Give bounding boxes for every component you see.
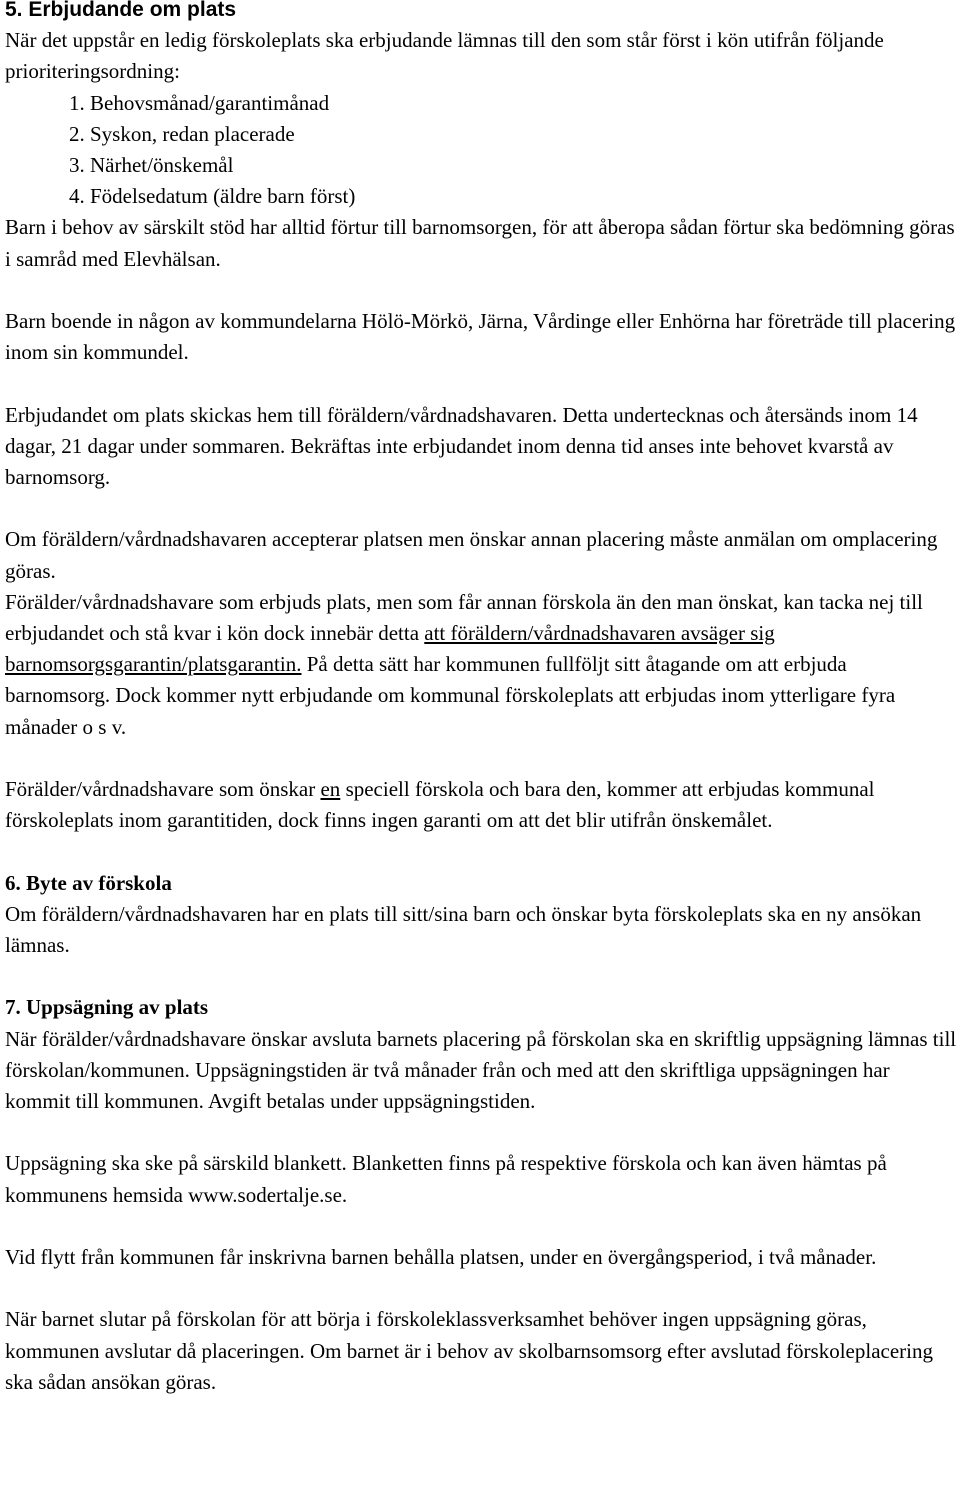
section-6-heading: 6. Byte av förskola: [5, 870, 172, 895]
change-school-paragraph: Om föräldern/vårdnadshavaren har en plats till sitt/sina barn och önskar byta förskoleplats ska en ny ansökan lämnas.: [5, 901, 922, 958]
decline-text-continued: På detta sätt har kommunen fullföljt sitt åtagande om att erbjuda barnomsorg. Dock kommer nytt erbjudande om kommunal förskoleplats att erbjudas inom ytterligare fyra månader o s v.: [5, 652, 896, 739]
priority-item: 1. Behovsmånad/garantimånad: [69, 90, 330, 115]
special-support-paragraph: Barn i behov av särskilt stöd har alltid förtur till barnomsorgen, för att åberopa sådan förtur ska bedömning göras i samråd med Elevhälsan.: [5, 215, 955, 271]
relocation-paragraph: Om föräldern/vårdnadshavaren accepterar platsen men önskar annan placering måste anmälan om omplacering göras.: [5, 527, 938, 583]
section-7-heading: 7. Uppsägning av plats: [5, 995, 209, 1020]
priority-item: 2. Syskon, redan placerade: [69, 121, 295, 146]
priority-item: 3. Närhet/önskemål: [69, 153, 234, 178]
termination-form-paragraph: Uppsägning ska ske på särskild blankett. Blanketten finns på respektive förskola och kan även hämtas på kommunens hemsida www.sodertalje.se.: [5, 1151, 887, 1207]
paragraph-gap: [5, 368, 957, 399]
priority-list: [5, 88, 957, 213]
paragraph-gap: [5, 961, 957, 992]
districts-paragraph: Barn boende in någon av kommundelarna Hölö-Mörkö, Järna, Vårdinge eller Enhörna har företräde till placering inom sin kommundel.: [5, 309, 956, 365]
paragraph-gap: [5, 836, 957, 867]
moving-paragraph: Vid flytt från kommunen får inskrivna barnen behålla platsen, under en övergångsperiod, i två månader.: [5, 1245, 877, 1269]
offer-sent-paragraph: Erbjudandet om plats skickas hem till föräldern/vårdnadshavaren. Detta undertecknas och återsänds inom 14 dagar, 21 dagar under sommaren. Bekräftas inte erbjudandet inom denna tid anses inte behovet kvarstå av barnomsorg.: [5, 402, 918, 490]
section-5-heading: 5. Erbjudande om plats: [5, 0, 237, 21]
offer-intro: När det uppstår en ledig förskoleplats ska erbjudande lämnas till den som står först i kön utifrån följande prioriteringsordning:: [5, 28, 884, 84]
paragraph-gap: [5, 275, 957, 306]
decline-underlined-text: att föräldern/vårdnadshavaren avsäger sig barnomsorgsgarantin/platsgarantin.: [5, 621, 775, 677]
decline-paragraph: [5, 587, 957, 743]
one-school-paragraph: [5, 774, 957, 836]
one-school-underlined-text: en: [320, 777, 341, 802]
paragraph-gap: [5, 1273, 957, 1304]
paragraph-gap: [5, 1211, 957, 1242]
priority-item: 4. Födelsedatum (äldre barn först): [69, 184, 356, 209]
paragraph-gap: [5, 493, 957, 524]
one-school-text: Förälder/vårdnadshavare som önskar: [5, 777, 321, 802]
preschool-class-paragraph: När barnet slutar på förskolan för att börja i förskoleklassverksamhet behöver ingen uppsägning göras, kommunen avslutar då placeringen. Om barnet är i behov av skolbarnsomsorg efter avslutad förskoleplacering ska sådan ansökan göras.: [5, 1307, 933, 1394]
termination-paragraph: När förälder/vårdnadshavare önskar avsluta barnets placering på förskolan ska en skriftlig uppsägning lämnas till förskolan/kommunen. Uppsägningstiden är två månader från och med att den skriftliga uppsägningen har kommit till kommunen. Avgift betalas under uppsägningstiden.: [5, 1026, 957, 1114]
decline-text: Förälder/vårdnadshavare som erbjuds plats, men som får annan förskola än den man önskat, kan tacka nej till erbjudandet och stå kvar i kön dock innebär detta: [5, 589, 923, 646]
paragraph-gap: [5, 743, 957, 774]
one-school-text-continued: speciell förskola och bara den, kommer att erbjudas kommunal förskoleplats inom garantitiden, dock finns ingen garanti om att det blir utifrån önskemålet.: [5, 777, 875, 833]
paragraph-gap: [5, 1117, 957, 1148]
document-page: [5, 0, 957, 1398]
